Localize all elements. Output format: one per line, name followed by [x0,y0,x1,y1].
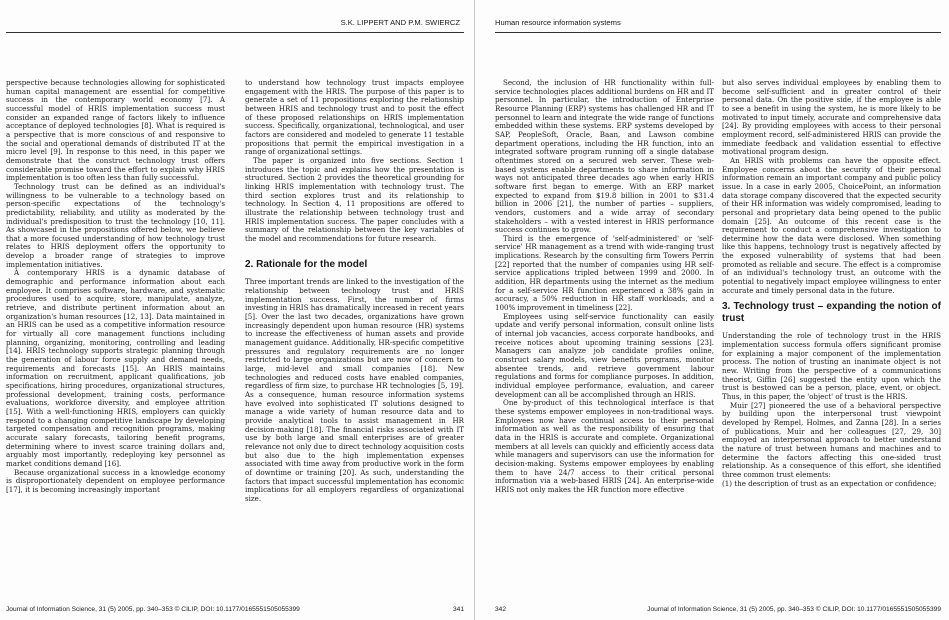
paragraph: but also serves individual employees by enabling them to become self-sufficient and in greater control of their personal data. On the positive side, if the employee is able to see a benefit in using the system, he is more likely to be motivated to input timely, accurate and comprehensive data [24]. By providing employees with access to their personal employment record, self-administered HRIS can provide the immediate feedback and validation essential to effective motivational program design. [722,79,941,157]
left-column-2 [245,79,464,603]
right-column-1 [495,79,714,603]
paragraph: Technology trust can be defined as an individual's willingness to be vulnerable to a technology based on person-specific expectations of the technology's predictability, reliability, and utility as moderated by the individual's predisposition to trust the technology [10, 11]. As showcased in the propositions offered below, we believe that a more focused understanding of how technology trust relates to HRIS deployment offers the opportunity to develop a broader range of strategies to improve implementation initiatives. [6,181,225,269]
paragraph: Understanding the role of technology trust in the HRIS implementation success formula offers significant promise for explaining a major component of the implementation process. The notion of trusting an inanimate object is not new. Writing from the perspective of a communications theorist, Giffin [26] suggested the entity upon which the trust is bestowed can be a person, place, event, or object. Thus, in this paper, the 'object' of trust is the HRIS. [722,331,941,401]
list-item: (1) the description of trust as an expectation or confidence; [722,478,937,488]
right-column-2 [722,79,941,603]
page-footer [6,605,464,614]
paragraph: Second, the inclusion of HR functionality within full-service technologies places additional burdens on HR and IT personnel. In particular, the introduction of Enterprise Resource Planning (ERP) systems has challenged HR and IT personnel to learn and integrate the wide range of functions embedded within these systems. ERP systems developed by SAP, PeopleSoft, Oracle, Baan, and Lawson combine department operations, including the HR function, into an integrated software program running off a single database oftentimes stored on a secured web server. These web-based systems enable departments to share information in ways not anticipated three decades ago when early HRIS software first began to emerge. With an ERP market expected to expand from $19.8 billion in 2001 to $31.4 billion in 2006 [21], the number of parties – suppliers, vendors, customers and a wide array of secondary stakeholders – with a vested interest in HRIS performance success continues to grow. [495,79,714,235]
right-page [475,0,949,620]
footer-journal-citation: Journal of Information Science, 31 (5) 2005, pp. 340–353 © CILIP, DOI: 10.1177/0165551505055399 [6,606,300,613]
footer-journal-citation: Journal of Information Science, 31 (5) 2005, pp. 340–353 © CILIP, DOI: 10.1177/0165551505055399 [647,606,941,613]
paragraph: Muir [27] pioneered the use of a behavioral perspective by building upon the interpersonal trust viewpoint developed by Rempel, Holmes, and Zanna [28]. In a series of publications, Muir and her colleagues [27, 29, 30] employed an interpersonal approach to better understand the nature of trust between humans and machines and to determine the factors affecting this one-sided trust relationship. As a consequence of this effort, she identified three common trust elements: [722,400,941,479]
running-head-title: Human resource information systems [495,18,621,27]
paragraph: The paper is organized into five sections. Section 1 introduces the topic and explains how the presentation is structured. Section 2 provides the theoretical grounding for linking HRIS implementation with technology trust. The third section explores trust and its relationship to technology. In Section 4, 11 propositions are offered to illustrate the relationship between technology trust and HRIS implementation success. The paper concludes with a summary of the relationship between the key variables of the model and recommendations for future research. [245,155,464,243]
paragraph: Because organizational success in a knowledge economy is disproportionately dependent on employee performance [17], it is becoming increasingly important [6,467,225,494]
left-page [0,0,474,620]
paragraph: Three important trends are linked to the investigation of the relationship between technology trust and HRIS implementation success. First, the number of firms investing in HRIS has dramatically increased in recent years [5]. Over the last two decades, organizations have grown increasingly dependent upon human resource (HR) systems to increase the effectiveness of human assets and provide management guidance. Additionally, HR-specific competitive pressures and regulatory requirements are no longer restricted to large organizations but are now of concern to large, mid-level and small companies [18]. New technologies and reduced costs have enabled companies, regardless of firm size, to purchase HR technologies [5, 19]. As a consequence, human resource information systems have evolved into sophisticated IT solutions designed to manage a wide variety of human resource data and to provide analytical tools to assist management in HR decision-making [18]. The financial risks associated with IT use by both large and small enterprises are of greater relevance not only due to direct technology acquisition costs but also due to the high implementation expenses associated with time away from productive work in the form of downtime or training [20]. As such, understanding the factors that impact successful implementation has economic implications for all employers regardless of organizational size. [245,277,464,503]
paragraph: An HRIS with problems can have the opposite effect. Employee concerns about the security of their personal information remain an important company and public policy issue. In a case in early 2005, ChoicePoint, an information data storage company discovered that the expected security of their HR information was widely compromised, leading to personal and proprietary data being opened to the public domain [25]. An outcome of this recent case is the requirement to conduct a comprehensive investigation to determine how the data were disclosed. When something like this happens, technology trust is negatively affected by the exposed vulnerability of systems that had been promoted as reliable and secure. The effect is a compromise of an individual's technology trust, an outcome with the potential to negatively impact employee willingness to enter accurate and timely personal data in the future. [722,155,941,295]
paragraph: Employees using self-service functionality can easily update and verify personal information, consult online lists of internal job vacancies, access corporate handbooks, and receive notices about upcoming training sessions [23]. Managers can analyze job candidate profiles online, construct salary models, view benefits programs, monitor absentee trends, and retrieve government labour regulations and forms for compliance purposes. In addition, individual employee performance, evaluation, and career development can all be accomplished through an HRIS. [495,311,714,399]
page-number: 342 [495,606,507,613]
header-rule [495,32,941,33]
left-column-1 [6,79,225,603]
trust-elements-list [722,480,941,489]
paragraph: to understand how technology trust impacts employee engagement with the HRIS. The purpose of this paper is to generate a set of 11 propositions exploring the relationship between HRIS and technology trust and to posit the effect of these proposed relationships on HRIS implementation success. Specifically, organizational, technological, and user factors are considered and modeled to generate 11 testable propositions that permit the empirical investigation in a range of organizational settings. [245,79,464,157]
page-number: 341 [452,606,464,613]
paragraph: A contemporary HRIS is a dynamic database of demographic and performance information about each employee. It comprises software, hardware, and systematic procedures used to acquire, store, manipulate, analyze, retrieve, and distribute pertinent information about an organization's human resources [12, 13]. Data maintained in an HRIS can be used as a competitive information resource for virtually all core management functions including planning, organizing, monitoring, controlling and leading [14]. HRIS technology supports strategic planning through the generation of labour force supply and demand needs, requirements and forecasts [15]. An HRIS maintains information on recruitment, applicant qualifications, job specifications, hiring procedures, organizational structures, professional development, training costs, performance evaluations, workforce diversity, and employee attrition [15]. With a well-functioning HRIS, employers can quickly respond to a changing competitive landscape by developing targeted compensation and recognition programs, making accurate salary forecasts, tailoring benefit programs, determining where to invest scarce training dollars and, arguably most importantly, redeploying key personnel as market conditions demand [16]. [6,268,225,468]
paragraph: perspective because technologies allowing for sophisticated human capital management are essential for competitive success in the contemporary world economy [7]. A successful model of HRIS implementation success must consider an expanded range of factors likely to influence acceptance of deployed technologies [8]. What is required is a perspective that is more conscious of and responsive to the social and operational demands of distributed IT at the micro level [9]. In response to this need, in this paper we demonstrate that the construct technology trust offers considerable promise toward the effort to explain why HRIS implementation is too often less than fully successful. [6,79,225,183]
paragraph: Third is the emergence of 'self-administered' or 'self-service' HR management as a trend with wide-ranging trust implications. Research by the consulting firm Towers Perrin [22] reported that the number of companies using HR self-service applications tripled between 1999 and 2000. In addition, HR departments using the internet as the medium for a self-service HR function experienced a 38% gain in accuracy, a 50% reduction in HR staff workloads, and a 100% improvement in timeliness [22]. [495,233,714,313]
right-columns [495,79,941,603]
page-footer [495,605,941,614]
running-head-authors: S.K. LIPPERT AND P.M. SWIERCZ [340,18,460,27]
left-columns [6,79,464,603]
section-2-heading: 2. Rationale for the model [245,259,368,271]
paragraph: One by-product of this technological interface is that these systems empower employees in non-traditional ways. Employees now have continual access to their personal information as well as the responsibility of ensuring that data in the HRIS is accurate and complete. Organizational members at all levels can quickly and efficiently access data while managers and supervisors can use the information for decision-making. Systems empower employees by enabling them to have 24/7 access to their critical personal information via a web-based HRIS [24]. An enterprise-wide HRIS not only makes the HR function more effective [495,398,714,494]
section-3-heading: 3. Technology trust – expanding the notion of trust [722,301,941,325]
header-rule [6,32,464,33]
